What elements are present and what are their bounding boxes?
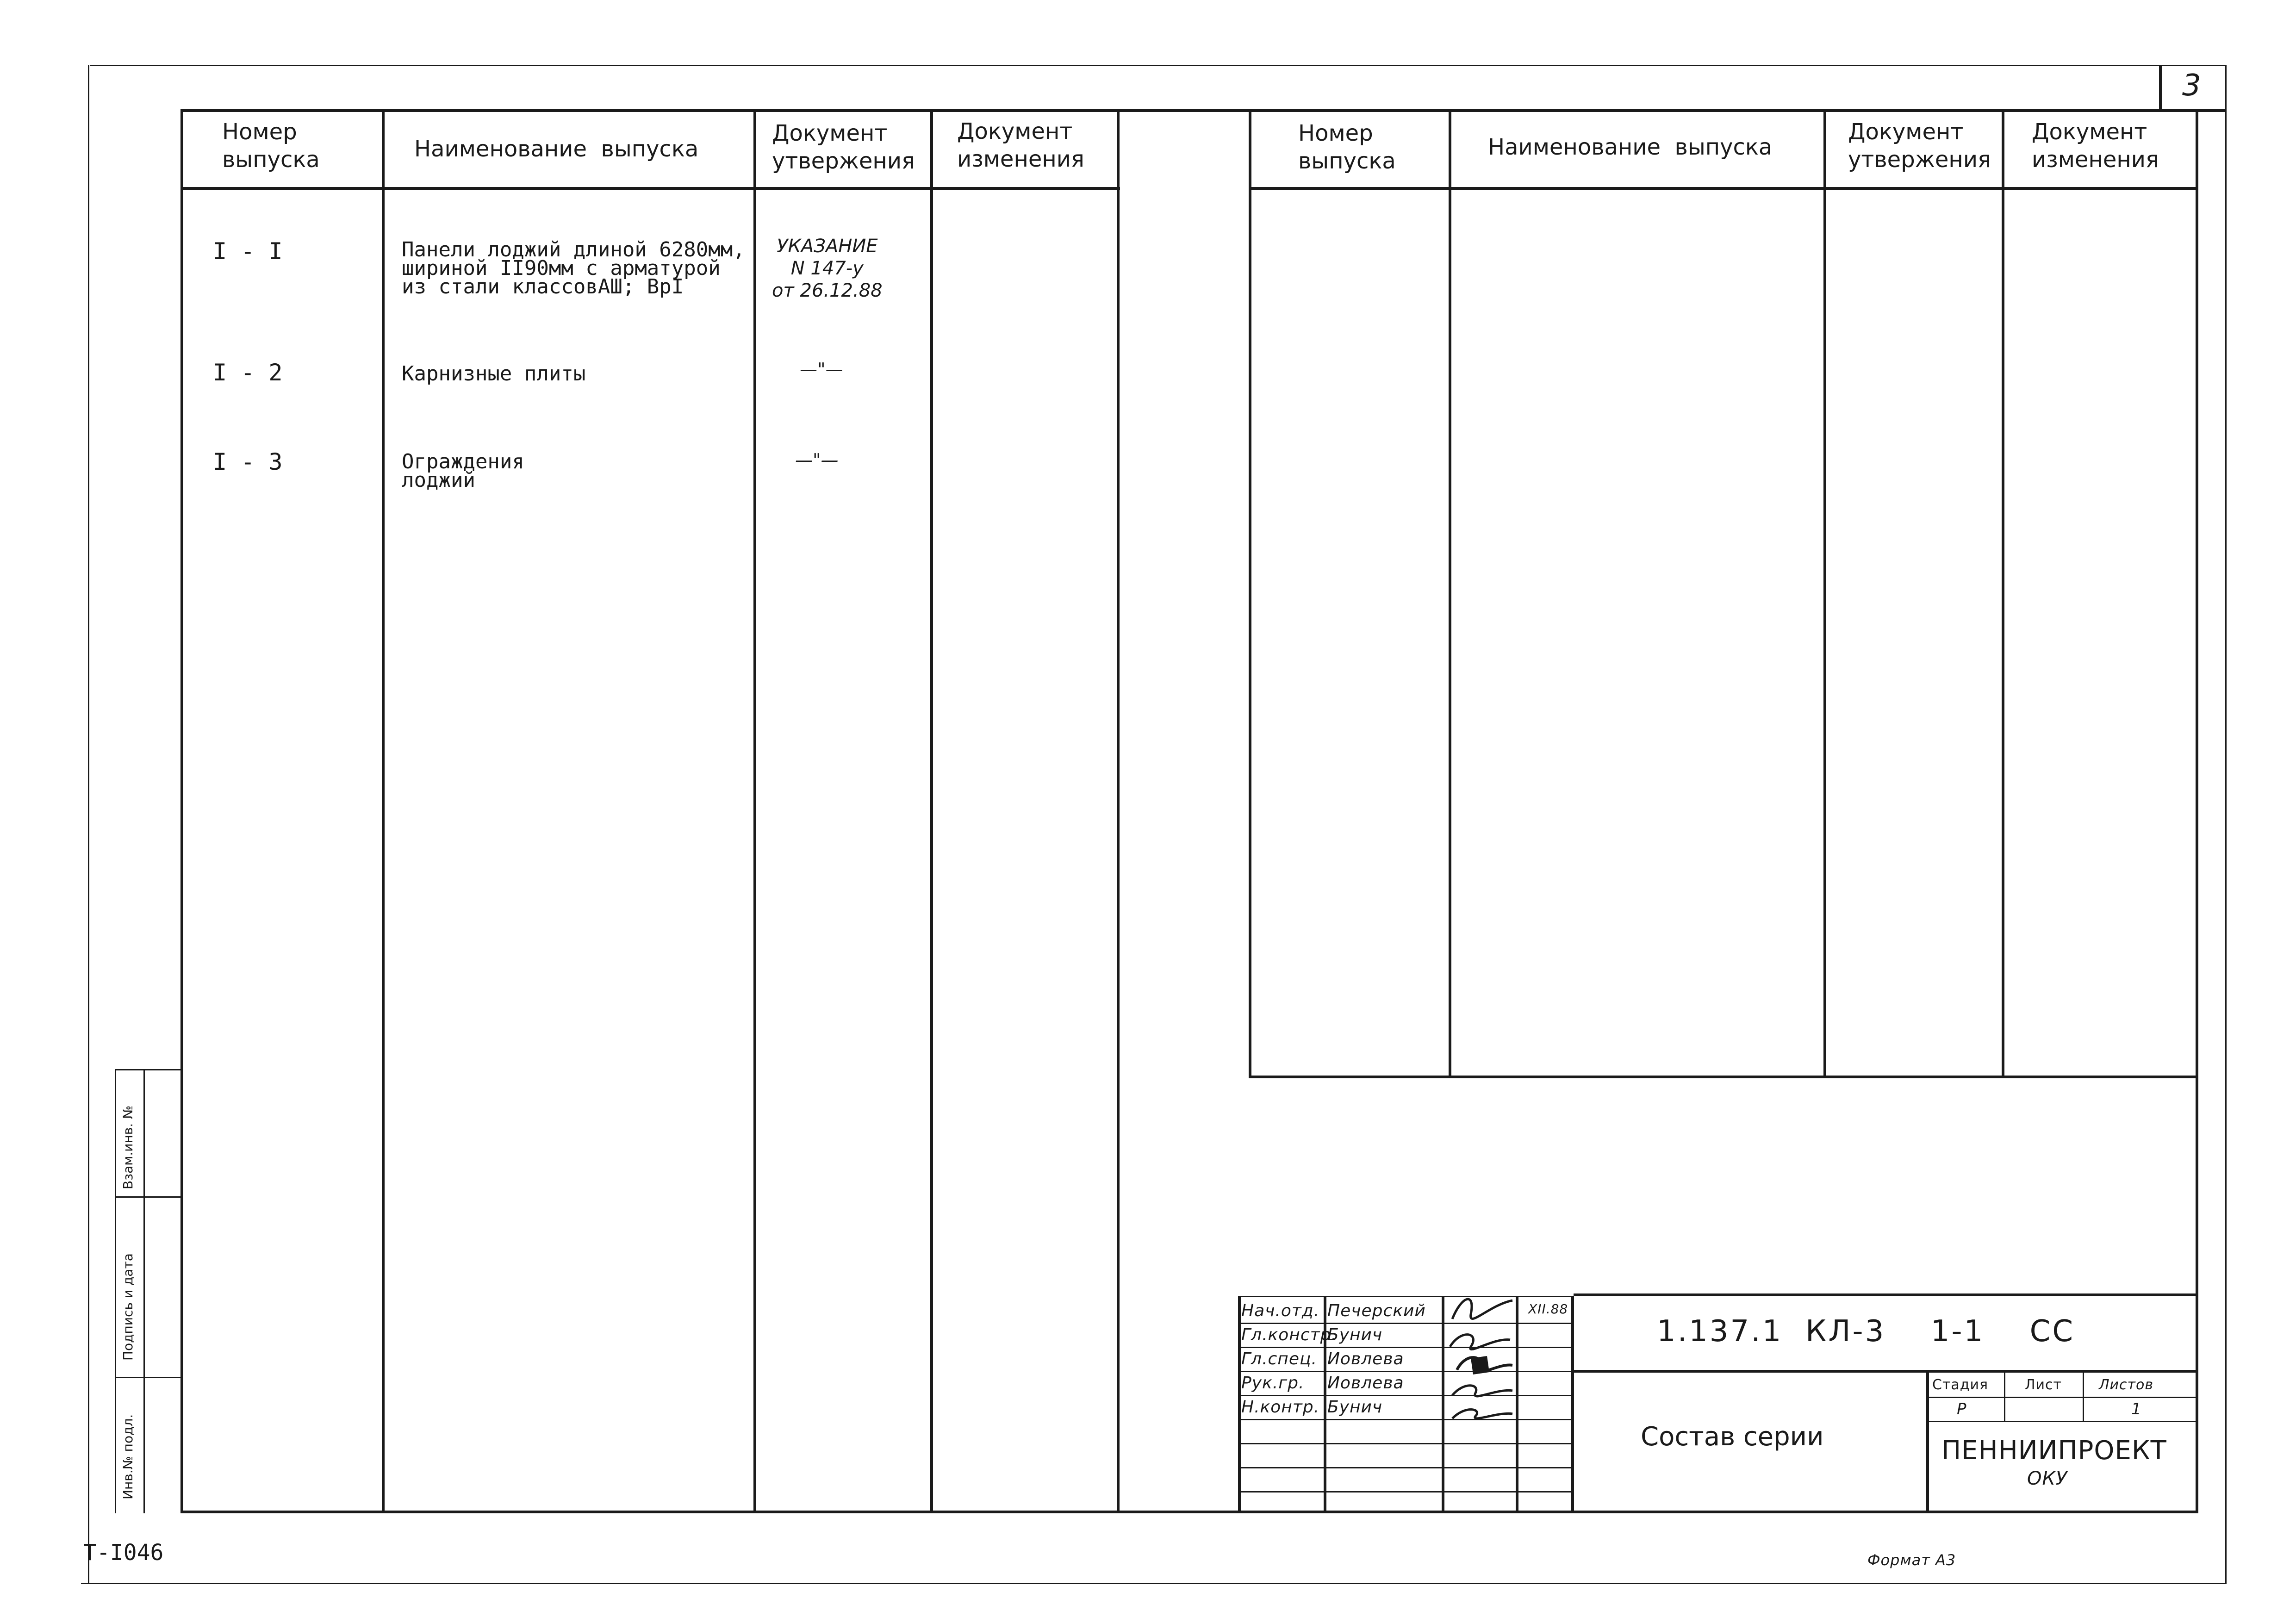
left-header-approval: Документ утвержения	[772, 120, 915, 174]
sig-row-line-7	[1238, 1467, 1573, 1468]
side-stamp-div-2	[115, 1377, 180, 1378]
sig-row-line-5	[1238, 1419, 1573, 1420]
drawing-code: Т-I046	[83, 1540, 164, 1566]
sheets-label: Листов	[2099, 1377, 2154, 1393]
stage-col-1	[2004, 1370, 2005, 1422]
organization-sub: ОКУ	[2027, 1468, 2068, 1489]
sig-row-line-2	[1238, 1347, 1573, 1348]
right-table-header-line	[1249, 187, 2197, 190]
left-header-number: Номер выпуска	[222, 119, 320, 173]
right-col-divider-1	[1449, 111, 1451, 1078]
designation: 1.137.1 КЛ-3 1-1 СС	[1657, 1314, 2075, 1349]
side-stamp-top	[115, 1069, 180, 1070]
left-header-name: Наименование выпуска	[414, 136, 699, 162]
sig-row-line-8	[1238, 1491, 1573, 1492]
table-row-3-approval: —"—	[795, 450, 839, 470]
outer-frame-right	[2225, 65, 2227, 1584]
right-col-divider-3	[2002, 111, 2004, 1078]
signatory-role-5: Н.контр.	[1241, 1398, 1320, 1417]
title-block-top	[1574, 1293, 2198, 1296]
left-col-divider-1	[382, 111, 385, 1513]
right-header-number: Номер выпуска	[1298, 120, 1396, 174]
side-stamp-label-inv: Инв.№ подл.	[120, 1414, 136, 1499]
table-row-1-name: Панели лоджий длиной 6280мм, шириной II90мм с арматурой из стали классовАШ; ВрI	[402, 238, 745, 298]
sig-row-line-4	[1238, 1395, 1573, 1396]
side-stamp-left	[115, 1069, 116, 1513]
title-block-mid-line	[1573, 1370, 2198, 1373]
right-header-change: Документ изменения	[2032, 119, 2159, 173]
sheet-number: 3	[2182, 68, 2201, 103]
left-col-divider-4	[1117, 111, 1120, 1513]
side-stamp-label-replace: Взам.инв. №	[120, 1105, 136, 1189]
outer-frame-top	[90, 65, 2226, 66]
stage-value: Р	[1957, 1400, 1967, 1418]
document-title: Состав серии	[1641, 1422, 1824, 1452]
signatory-name-3: Иовлева	[1327, 1349, 1404, 1368]
table-row-1-approval: УКАЗАНИЕ N 147-у от 26.12.88	[772, 236, 883, 301]
main-frame-right	[2196, 109, 2198, 1513]
signatory-role-4: Рук.гр.	[1241, 1374, 1305, 1393]
main-frame-top	[180, 109, 2226, 112]
organization-name: ПЕННИИПРОЕКТ	[1941, 1436, 2167, 1466]
title-block-left	[1238, 1296, 1241, 1513]
sheet-label: Лист	[2025, 1377, 2062, 1393]
side-stamp-inner	[143, 1069, 145, 1513]
signatory-name-4: Иовлева	[1327, 1374, 1404, 1393]
signatory-name-1: Печерский	[1327, 1301, 1426, 1320]
signatory-role-2: Гл.констр.	[1241, 1325, 1337, 1344]
right-table-left-border	[1249, 111, 1251, 1078]
right-header-name: Наименование выпуска	[1488, 134, 1773, 160]
signatory-top	[1238, 1296, 1574, 1297]
table-row-2-number: I - 2	[213, 359, 283, 386]
outer-frame-bottom	[81, 1583, 2226, 1584]
sheet-number-box-left	[2159, 65, 2162, 111]
table-row-3-number: I - 3	[213, 448, 283, 475]
sig-row-line-6	[1238, 1443, 1573, 1444]
side-stamp-div-1	[115, 1196, 180, 1198]
left-table-header-line	[180, 187, 1120, 190]
right-table-bottom	[1249, 1076, 2197, 1078]
left-col-divider-3	[930, 111, 933, 1513]
signatory-role-3: Гл.спец.	[1241, 1349, 1317, 1368]
title-block-col-date	[1571, 1296, 1574, 1513]
table-row-3-name: Ограждения лоджий	[402, 450, 524, 492]
signatory-name-5: Бунич	[1327, 1398, 1383, 1417]
stage-label: Стадия	[1932, 1377, 1989, 1393]
sig-row-line-1	[1238, 1323, 1573, 1324]
signatory-name-2: Бунич	[1327, 1325, 1383, 1344]
signatory-role-1: Нач.отд.	[1241, 1301, 1320, 1320]
table-row-2-approval: —"—	[800, 359, 843, 379]
right-header-approval: Документ утвержения	[1848, 119, 1991, 173]
stage-row-line-1	[1926, 1397, 2197, 1398]
left-col-divider-2	[753, 111, 756, 1513]
table-row-1-number: I - I	[213, 238, 283, 265]
title-block-right-divider	[1926, 1370, 1929, 1513]
side-stamp-label-sign: Подпись и дата	[120, 1253, 136, 1361]
main-frame-left	[180, 111, 183, 1513]
stage-col-2	[2083, 1370, 2084, 1422]
format-label: Формат А3	[1867, 1551, 1956, 1569]
outer-frame-left	[88, 65, 89, 1583]
table-row-2-name: Карнизные плиты	[402, 362, 586, 386]
signatory-date-1: XII.88	[1528, 1301, 1568, 1317]
sheets-value: 1	[2131, 1400, 2142, 1418]
left-header-change: Документ изменения	[957, 118, 1084, 172]
right-col-divider-2	[1823, 111, 1826, 1078]
sig-row-line-3	[1238, 1371, 1573, 1372]
main-frame-bottom	[180, 1511, 2198, 1513]
stage-row-line-2	[1926, 1421, 2197, 1422]
signatures-drawing	[1443, 1277, 1517, 1435]
